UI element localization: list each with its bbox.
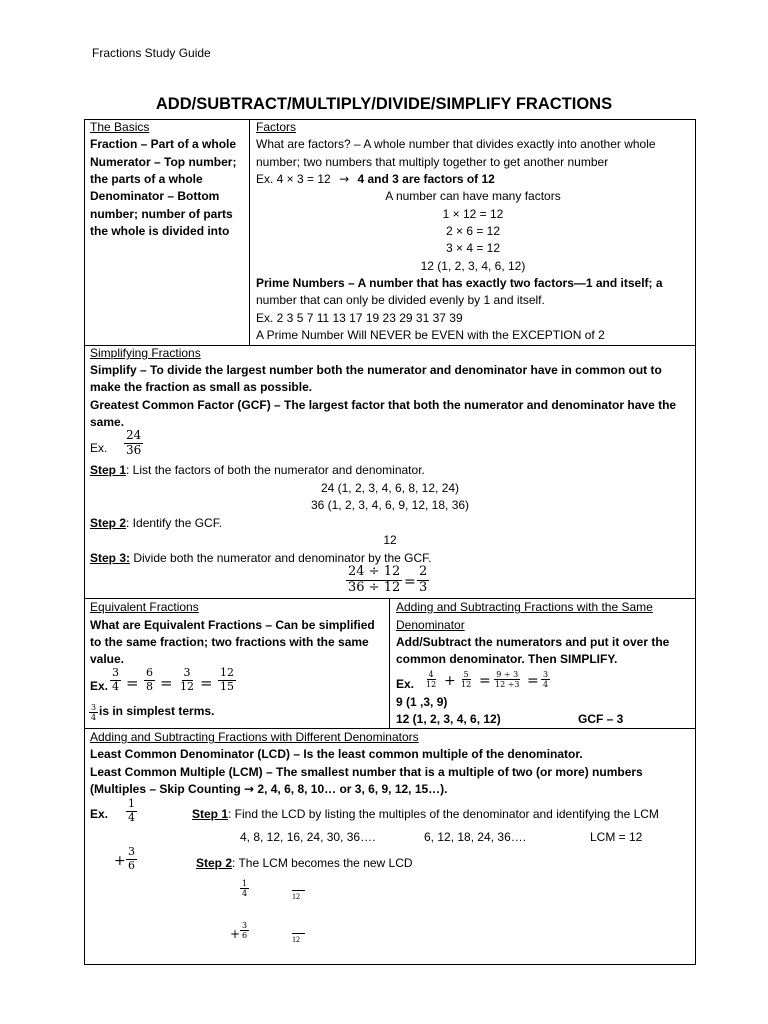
factors-mult-2: 2 × 6 = 12 <box>445 224 501 238</box>
lcd-definition: Least Common Denominator (LCD) – Is the least common multiple of the denominator. <box>90 747 583 761</box>
rewrite-fraction-a <box>240 879 249 898</box>
lcd-step-2-label: Step 2 <box>196 856 233 870</box>
gcf-def-1: Greatest Common Factor (GCF) – The largest factor that both the numerator and denominator have the <box>90 398 677 412</box>
arrow-icon: → <box>244 782 255 796</box>
equals-sign: = <box>126 674 139 692</box>
plus-sign: + <box>114 853 126 869</box>
lcd-step-2-text: : The LCM becomes the new LCD <box>232 856 413 870</box>
basics-line-3: the parts of a whole <box>90 172 203 186</box>
diff-denom-ex-label: Ex. <box>90 807 109 821</box>
plus-sign: + <box>230 927 241 941</box>
same-denom-fraction-4 <box>541 670 550 689</box>
fraction-numerator: 3 <box>112 666 119 679</box>
same-denom-fraction-2 <box>459 670 473 689</box>
simplest-fraction <box>89 703 98 722</box>
prime-note: A Prime Number Will NEVER be EVEN with the EXCEPTION of 2 <box>256 328 605 342</box>
equals-sign: = <box>527 673 539 689</box>
prime-def-2: number that can only be divided evenly by 1 and itself. <box>256 293 545 307</box>
division-fraction <box>346 565 402 596</box>
same-denom-rule-2: common denominator. Then SIMPLIFY. <box>396 652 618 666</box>
factors-list: 12 (1, 2, 3, 4, 6, 12) <box>420 259 526 273</box>
lcm-definition-1: Least Common Multiple (LCM) – The smallest number that is a multiple of two (or more) numbers <box>90 765 643 779</box>
fraction-denominator: 4 <box>91 713 97 723</box>
diff-denom-heading: Adding and Subtracting Fractions with Different Denominators <box>90 730 419 744</box>
fraction-denominator: 12 <box>180 679 194 693</box>
basics-heading: The Basics <box>90 120 150 134</box>
fraction-numerator: 3 <box>128 845 135 858</box>
fraction-denominator: 36 <box>126 442 142 457</box>
fraction-numerator: 3 <box>91 703 97 712</box>
fraction-denominator: 3 <box>419 579 428 595</box>
gcf-value: 12 <box>383 533 397 547</box>
step-2 <box>90 515 222 532</box>
step-2-text: : Identify the GCF. <box>126 516 223 530</box>
factors-many: A number can have many factors <box>385 189 561 203</box>
same-denom-heading-2: Denominator <box>396 618 465 632</box>
col-divider-2 <box>389 598 390 728</box>
factors-example-result: 4 and 3 are factors of 12 <box>357 172 495 186</box>
gcf-def-2: same. <box>90 415 125 429</box>
lcm-definition-2 <box>90 781 448 798</box>
fraction-numerator: 24 ÷ 12 <box>348 564 401 579</box>
equivalent-ex-label: Ex. <box>90 679 109 693</box>
equals-sign: = <box>404 574 416 590</box>
equivalent-def-3: value. <box>90 652 125 666</box>
fraction-denominator: 8 <box>146 679 153 693</box>
simplify-def-1: Simplify – To divide the largest number both the numerator and denominator have in common out to <box>90 363 662 377</box>
basics-line-5: number; number of parts <box>90 207 233 221</box>
factors-example-label: Ex. 4 × 3 = 12 <box>256 172 331 186</box>
same-denom-fraction-3 <box>493 670 522 689</box>
step-2-label: Step 2 <box>90 516 127 530</box>
fraction-numerator: 5 <box>463 670 469 679</box>
prime-examples: Ex. 2 3 5 7 11 13 17 19 23 29 31 37 39 <box>256 311 463 325</box>
result-fraction <box>417 565 429 596</box>
fraction-denominator: 4 <box>242 889 248 899</box>
simplest-text: is in simplest terms. <box>99 704 215 718</box>
basics-line-4: Denominator – Bottom <box>90 189 220 203</box>
lcm-skip-examples: 2, 4, 6, 8, 10… or 3, 6, 9, 12, 15…). <box>254 782 448 796</box>
fraction-numerator: 24 <box>126 428 142 442</box>
arrow-icon: → <box>339 172 350 186</box>
equivalent-def-1: What are Equivalent Fractions – Can be simplified <box>90 618 375 632</box>
equals-sign: = <box>200 674 213 692</box>
fraction-denominator: 4 <box>128 810 135 824</box>
equivalent-fraction-1 <box>110 667 121 693</box>
fraction-denominator: 12 <box>426 680 437 690</box>
diff-denom-fraction-a <box>126 798 137 824</box>
multiples-of-6: 6, 12, 18, 24, 36…. <box>424 830 527 844</box>
factors-of-12: 12 (1, 2, 3, 4, 6, 12) <box>396 712 501 726</box>
step-3-label: Step 3: <box>90 551 131 565</box>
blank-numerator-line <box>292 890 305 891</box>
page-title: ADD/SUBTRACT/MULTIPLY/DIVIDE/SIMPLIFY FRACTIONS <box>155 95 613 113</box>
same-denom-gcf: GCF – 3 <box>578 712 624 726</box>
equals-sign: = <box>479 673 491 689</box>
document-header: Fractions Study Guide <box>92 46 211 60</box>
fraction-denominator: 36 ÷ 12 <box>348 579 401 595</box>
factors-heading: Factors <box>256 120 297 134</box>
basics-line-2: Numerator – Top number; <box>90 155 237 169</box>
new-denominator: 12 <box>292 935 300 944</box>
factors-of-24: 24 (1, 2, 3, 4, 6, 8, 12, 24) <box>320 481 460 495</box>
lcm-result: LCM = 12 <box>590 830 643 844</box>
fraction-numerator: 6 <box>146 666 153 679</box>
factors-mult-3: 3 × 4 = 12 <box>445 241 501 255</box>
fraction-numerator: 1 <box>128 797 135 810</box>
simplifying-heading: Simplifying Fractions <box>90 346 201 360</box>
fraction-numerator: 12 <box>220 666 234 679</box>
fraction-denominator: 12 ÷3 <box>495 680 520 690</box>
factors-mult-1: 1 × 12 = 12 <box>442 207 504 221</box>
prime-def-1: Prime Numbers – A number that has exactly two factors—1 and itself; a <box>256 276 663 290</box>
lcd-step-1-label: Step 1 <box>192 807 229 821</box>
factors-of-36: 36 (1, 2, 3, 4, 6, 9, 12, 18, 36) <box>310 498 470 512</box>
equals-sign: = <box>160 674 173 692</box>
equivalent-fraction-2 <box>144 667 155 693</box>
fraction-denominator: 6 <box>128 858 135 872</box>
fraction-denominator: 4 <box>543 680 549 690</box>
lcd-step-1 <box>192 806 659 823</box>
factors-def-1: What are factors? – A whole number that divides exactly into another whole <box>256 137 656 151</box>
factors-of-9: 9 (1 ,3, 9) <box>396 695 448 709</box>
same-denom-heading-1: Adding and Subtracting Fractions with the Same <box>396 600 653 614</box>
diff-denom-fraction-b <box>126 846 137 872</box>
fraction-denominator: 6 <box>242 931 248 941</box>
plus-sign: + <box>444 673 456 689</box>
lcd-step-1-text: : Find the LCD by listing the multiples of the denominator and identifying the LCM <box>228 807 659 821</box>
fraction-denominator: 12 <box>461 680 472 690</box>
step-1-label: Step 1 <box>90 463 127 477</box>
basics-line-1: Fraction – Part of a whole <box>90 137 237 151</box>
blank-numerator-line <box>292 933 305 934</box>
multiples-of-4: 4, 8, 12, 16, 24, 30, 36…. <box>240 830 376 844</box>
same-denom-rule-1: Add/Subtract the numerators and put it over the <box>396 635 670 649</box>
same-denom-fraction-1 <box>424 670 438 689</box>
step-3-text: Divide both the numerator and denominator by the GCF. <box>130 551 432 565</box>
step-1-text: : List the factors of both the numerator and denominator. <box>126 463 425 477</box>
simplify-ex-label: Ex. <box>90 441 108 455</box>
fraction-numerator: 2 <box>419 564 428 579</box>
simplify-ex-fraction <box>124 429 143 458</box>
new-denominator: 12 <box>292 892 300 901</box>
fraction-numerator: 3 <box>183 666 191 679</box>
basics-line-6: the whole is divided into <box>90 224 230 238</box>
lcd-step-2 <box>196 855 413 872</box>
fraction-numerator: 9 ÷ 3 <box>496 670 519 679</box>
fraction-numerator: 3 <box>242 921 248 930</box>
simplify-def-2: make the fraction as small as possible. <box>90 380 313 394</box>
factors-def-2: number; two numbers that multiply together to get another number <box>256 155 609 169</box>
same-denom-ex-label: Ex. <box>396 677 415 691</box>
equivalent-fraction-3 <box>178 667 196 693</box>
fraction-denominator: 4 <box>112 679 119 693</box>
fraction-numerator: 3 <box>543 670 549 679</box>
fraction-numerator: 4 <box>428 670 434 679</box>
factors-example <box>256 171 495 188</box>
equivalent-heading: Equivalent Fractions <box>90 600 199 614</box>
fraction-denominator: 15 <box>220 679 234 693</box>
step-1 <box>90 462 425 479</box>
rewrite-fraction-b <box>240 921 249 940</box>
equivalent-def-2: to the same fraction; two fractions with the same <box>90 635 369 649</box>
fraction-numerator: 1 <box>242 879 248 888</box>
lcm-skip-label: (Multiples – Skip Counting <box>90 782 241 796</box>
equivalent-fraction-4 <box>218 667 236 693</box>
